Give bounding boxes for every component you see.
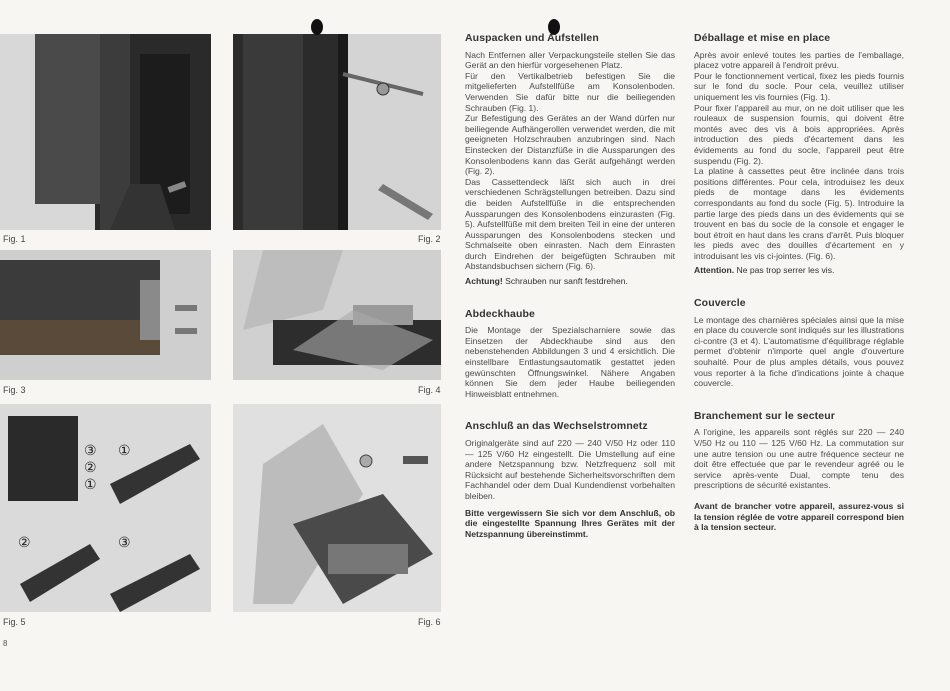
figure-1 [0, 34, 211, 230]
figure-2-illustration [233, 34, 441, 230]
figure-5-caption: Fig. 5 [3, 617, 26, 627]
german-section-2-p1: Die Montage der Spezialscharniere sowie das Einsetzen der Abdeckhaube sind aus den nebenstehenden Abbildungen 3 und 4 ersichtlich. Die einstellbare Entlastungsautomatik gestattet jeden gewünschten Öffnungswinkel. Nähere Angaben können Sie dem jeder Haube beiliegenden Hinweisblatt entnehmen. [465, 325, 675, 399]
french-section-1-warning [694, 265, 904, 276]
german-section-1-p2: Für den Vertikalbetrieb befestigen Sie die mitgelieferten Aufstellfüße am Konsolenboden. Verwenden Sie dafür bitte nur die beiliegenden Schrauben (Fig. 1). [465, 70, 675, 113]
figure-2 [233, 34, 441, 230]
german-warning-label: Achtung! [465, 276, 503, 287]
french-section-1-title: Déballage et mise en place [694, 32, 831, 44]
french-section-2-p1: Le montage des charnières spéciales ainsi que la mise en place du couvercle sont indiqués sur les illustrations ci-contre (3 et 4). L'automatisme d'équilibrage réglable permet d'obtenir n'importe quel angle d'ouverture souhaité. Pour de plus amples détails, vous pouvez vous reporter à la fiche d'indications jointe à chaque couvercle. [694, 314, 904, 389]
figure-5-marker-2: ② [84, 459, 97, 475]
french-column [694, 33, 904, 533]
figure-6 [233, 404, 441, 612]
french-warning-label: Attention. [694, 265, 735, 276]
french-section-1-p1: Après avoir enlevé toutes les parties de l'emballage, placez votre appareil à l'endroit prévu. [694, 49, 904, 71]
german-section-1-p4: Das Cassettendeck läßt sich auch in drei verschiedenen Schrägstellungen betreiben. Dazu sind die beiden Aufstellfüße in die entsprechenden Aussparungen des Konsolenbodens einzurasten (Fig. 5). Aufstellfüße mit dem breiten Teil in eine der unteren Aussparungen des Konsolenbodens stecken und Schmalseite oben einrasten. Nach dem Einrasten durch Eindrehen der beigefügten Schrauben mit Abstandsbuchsen sichern (Fig. 6). [465, 176, 675, 272]
figure-3-illustration [0, 250, 211, 380]
german-section-3-warning: Bitte vergewissern Sie sich vor dem Anschluß, ob die eingestellte Spannung Ihres Gerätes mit der Netzspannung übereinstimmt. [465, 507, 675, 539]
figure-5-marker-3b: ③ [118, 534, 131, 550]
figure-5 [0, 404, 211, 612]
figure-5-marker-1b: ① [118, 442, 131, 458]
figure-5-marker-2b: ② [18, 534, 31, 550]
hole-punch-mark [311, 19, 323, 35]
figure-4-caption: Fig. 4 [418, 385, 441, 395]
german-section-3-p1: Originalgeräte sind auf 220 — 240 V/50 Hz oder 110 — 125 V/60 Hz eingestellt. Die Umstellung auf eine andere Netzspannung bzw. Netzfrequenz soll mit Rücksicht auf bestehende Sicherheitsvorschriften dem Fachhandel oder dem Dual Kundendienst vorbehalten bleiben. [465, 438, 675, 501]
german-section-1-warning [465, 276, 675, 287]
figure-5-illustration [0, 404, 211, 612]
french-section-1-p2: Pour le fonctionnement vertical, fixez les pieds fournis sur le fond du socle. Pour cela, veuillez utiliser uniquement les vis fournies (Fig. 1). [694, 70, 904, 102]
figure-4-illustration [233, 250, 441, 380]
german-column [465, 33, 675, 539]
german-section-1-p1: Nach Entfernen aller Verpackungsteile stellen Sie das Gerät an den hierfür vorgesehenen Platz. [465, 49, 675, 71]
figure-3 [0, 250, 211, 380]
german-warning-text: Schrauben nur sanft festdrehen. [505, 276, 628, 287]
figure-2-caption: Fig. 2 [418, 234, 441, 244]
figure-3-caption: Fig. 3 [3, 385, 26, 395]
german-section-1-title: Auspacken und Aufstellen [465, 32, 599, 44]
german-section-3-title: Anschluß an das Wechselstromnetz [465, 420, 648, 433]
figure-5-marker-1: ① [84, 476, 97, 492]
french-warning-text: Ne pas trop serrer les vis. [736, 265, 835, 276]
figure-4 [233, 250, 441, 380]
french-section-2-title: Couvercle [694, 297, 746, 310]
figure-5-marker-3: ③ [84, 442, 97, 458]
german-section-1-p3: Zur Befestigung des Gerätes an der Wand dürfen nur beiliegende Aufhängerollen verwendet werden, die mit geeigneten Holzschrauben anzubringen sind. Nach Einstecken der Distanzfüße in die Aussparungen des Konsolenbodens kann das Gerät aufgehängt werden (Fig. 2). [465, 113, 675, 177]
french-section-1-p3: Pour fixer l'appareil au mur, on ne doit utiliser que les rouleaux de suspension fournis, qui doivent être montés avec des vis à bois appropriées. Après introduction des pieds d'écartement dans les évidements au fond du socle, l'appareil peut être suspendu (Fig. 2). [694, 102, 904, 166]
figure-1-illustration [0, 34, 211, 230]
figure-6-caption: Fig. 6 [418, 617, 441, 627]
figure-6-illustration [233, 404, 441, 612]
french-section-3-warning: Avant de brancher votre appareil, assurez-vous si la tension réglée de votre appareil correspond bien à la tension secteur. [694, 500, 904, 533]
french-section-3-title: Branchement sur le secteur [694, 409, 835, 422]
figure-1-caption: Fig. 1 [3, 234, 26, 244]
page-number: 8 [3, 639, 8, 648]
german-section-2-title: Abdeckhaube [465, 307, 535, 320]
french-section-1-p4: La platine à cassettes peut être inclinée dans trois positions différentes. Pour cela, introduisez les deux pieds de montage dans les évidements correspondants au fond du socle (Fig. 5). Introduire la partie large des pieds dans un des évidements qui se trouvent en bas du socle de la console et engager le bout étroit en haut dans les crans d'arrêt. Puis bloquer les pieds avec des douilles d'écartement en y introduisant les vis ci-jointes. (Fig. 6). [694, 166, 904, 261]
french-section-3-p1: A l'origine, les appareils sont réglés sur 220 — 240 V/50 Hz ou 110 — 125 V/60 Hz. La commutation sur une autre tension ou une autre fréquence secteur ne doit être effectuée que par le revendeur agréé ou le service après-vente Dual, compte tenu des prescriptions de sécurité existantes. [694, 427, 904, 491]
